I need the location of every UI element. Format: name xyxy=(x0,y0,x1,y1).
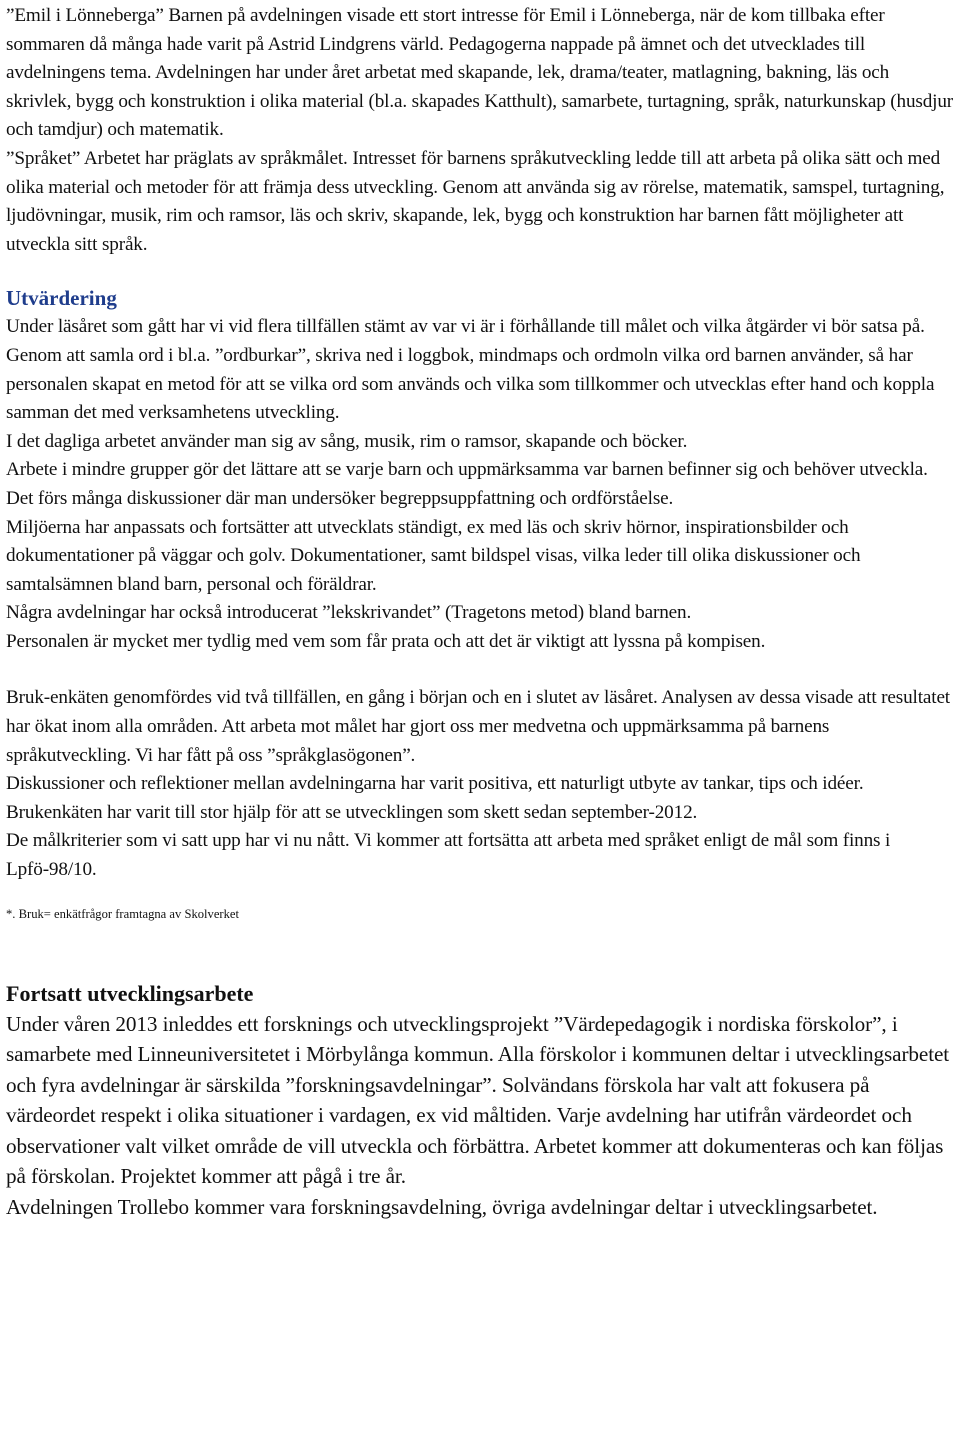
evaluation-section xyxy=(6,283,954,922)
evaluation-paragraph: Det förs många diskussioner där man undersöker begreppsuppfattning och ordförståelse. xyxy=(6,487,674,509)
heading-evaluation: Utvärdering xyxy=(6,286,117,311)
development-paragraph: Under våren 2013 inleddes ett forsknings och utvecklingsprojekt ”Värdepedagogik i nordiska förskolor”, i samarbete med Linneuniversitetet i Mörbylånga kommun. Alla förskolor i kommunen deltar i utvecklingsarbetet och fyra avdelningar är särskilda ”forskningsavdelningar”. Solvändans förskola har valt att fokusera på värdeordet respekt i olika situationer i vardagen, ex vid måltiden. Varje avdelning har utifrån värdeordet och observationer valt vilket område de vill utveckla och förbättra. Arbetet kommer att dokumenteras och kan följas på förskolan. Projektet kommer att pågå i tre år. xyxy=(6,1011,950,1189)
paragraph-emil-theme: ”Emil i Lönneberga” Barnen på avdelningen visade ett stort intresse för Emil i Lönneberga, när de kom tillbaka efter sommaren då många hade varit på Astrid Lindgrens värld. Pedagogerna nappade på ämnet och det utvecklades till avdelningens tema. Avdelningen har under året arbetat med skapande, lek, drama/teater, matlagning, bakning, läs och skrivlek, bygg och konstruktion i olika material (bl.a. skapades Katthult), samarbete, turtagning, språk, naturkunskap (husdjur och tamdjur) och matematik. xyxy=(6,5,954,141)
continued-development-section xyxy=(6,979,954,1223)
development-paragraph: Avdelningen Trollebo kommer vara forskningsavdelning, övriga avdelningar deltar i utvecklingsarbetet. xyxy=(6,1194,878,1219)
evaluation-paragraph: Genom att samla ord i bl.a. ”ordburkar”, skriva ned i loggbok, mindmaps och ordmoln vilka ord barnen använder, så har personalen skapat en metod för att se vilka ord som används och vilka som tillkommer och utvecklas efter hand och koppla samman det med verksamhetens utveckling. xyxy=(6,344,935,424)
evaluation-paragraph: Arbete i mindre grupper gör det lättare att se varje barn och uppmärksamma var barnen befinner sig och behöver utveckla. xyxy=(6,459,928,481)
footnote: *. Bruk= enkätfrågor framtagna av Skolverket xyxy=(6,906,240,921)
document-page xyxy=(6,2,954,1222)
paragraph-language-goal: ”Språket” Arbetet har präglats av språkmålet. Intresset för barnens språkutveckling ledde till att arbeta på olika sätt och med olika material och metoder för att främja dess utveckling. Genom att använda sig av rörelse, matematik, samspel, turtagning, ljudövningar, musik, rim och ramsor, läs och skriv, skapande, lek, bygg och konstruktion har barnen fått möjligheter att utveckla sitt språk. xyxy=(6,147,945,255)
evaluation-paragraph: Under läsåret som gått har vi vid flera tillfällen stämt av var vi är i förhållande till målet och vilka åtgärder vi bör satsa på. xyxy=(6,316,925,338)
evaluation-paragraph: I det dagliga arbetet använder man sig av sång, musik, rim o ramsor, skapande och böcker. xyxy=(6,430,688,452)
survey-paragraph: Bruk-enkäten genomfördes vid två tillfällen, en gång i början och en i slutet av läsåret. Analysen av dessa visade att resultatet har ökat inom alla områden. Att arbeta mot målet har gjort oss mer medvetna och uppmärksamma på barnens språkutveckling. Vi har fått på oss ”språkglasögonen”. xyxy=(6,687,950,766)
survey-paragraph: Brukenkäten har varit till stor hjälp för att se utvecklingen som skett sedan september-2012. xyxy=(6,801,698,823)
survey-paragraph: Diskussioner och reflektioner mellan avdelningarna har varit positiva, ett naturligt utbyte av tankar, tips och idéer. xyxy=(6,773,864,795)
evaluation-paragraph: Några avdelningar har också introducerat ”lekskrivandet” (Tragetons metod) bland barnen. xyxy=(6,602,692,624)
evaluation-paragraph: Personalen är mycket mer tydlig med vem som får prata och att det är viktigt att lyssna på kompisen. xyxy=(6,630,766,652)
survey-paragraph: De målkriterier som vi satt upp har vi nu nått. Vi kommer att fortsätta att arbeta med språket enligt de mål som finns i Lpfö-98/10. xyxy=(6,830,891,881)
spacer xyxy=(6,656,954,684)
evaluation-paragraph: Miljöerna har anpassats och fortsätter att utvecklats ständigt, ex med läs och skriv hörnor, inspirationsbilder och dokumentationer på väggar och golv. Dokumentationer, samt bildspel visas, vilka leder till olika diskussioner och samtalsämnen bland barn, personal och föräldrar. xyxy=(6,516,861,595)
heading-continued-development: Fortsatt utvecklingsarbete xyxy=(6,980,254,1006)
theme-section xyxy=(6,2,954,259)
